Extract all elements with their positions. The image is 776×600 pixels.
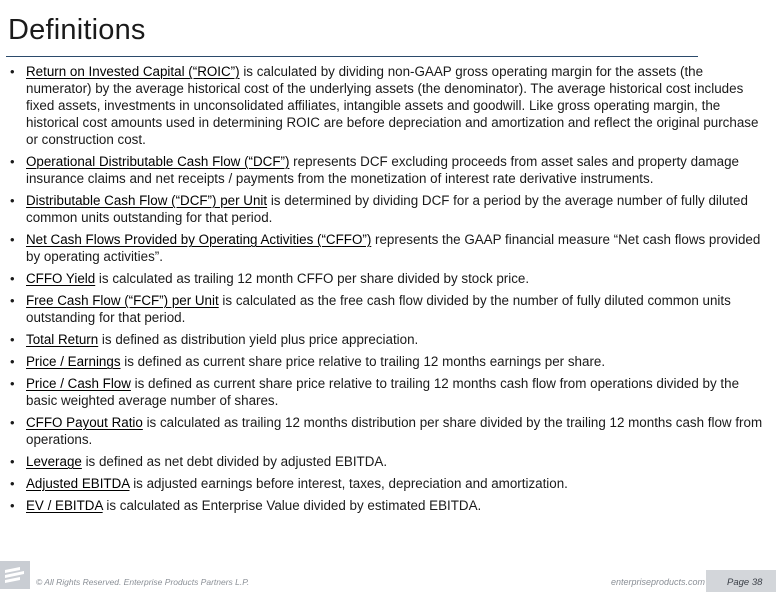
- definition-item: [8, 231, 764, 265]
- definition-term: Operational Distributable Cash Flow (“DCF”): [26, 154, 290, 169]
- bullet-icon: •: [10, 454, 15, 469]
- bullet-icon: •: [10, 332, 15, 347]
- definition-item: [8, 331, 764, 348]
- definition-item: [8, 475, 764, 492]
- definition-item: [8, 192, 764, 226]
- enterprise-logo-icon: [0, 561, 30, 589]
- definition-term: Leverage: [26, 454, 82, 469]
- bullet-icon: •: [10, 354, 15, 369]
- definition-item: [8, 153, 764, 187]
- definition-item: [8, 63, 764, 148]
- bullet-icon: •: [10, 376, 15, 391]
- page-number: Page 38: [727, 577, 763, 588]
- definition-item: [8, 453, 764, 470]
- definition-item: [8, 353, 764, 370]
- definition-term: CFFO Yield: [26, 271, 96, 286]
- page-title: Definitions: [8, 14, 146, 46]
- bullet-icon: •: [10, 154, 15, 169]
- bullet-icon: •: [10, 232, 15, 247]
- definition-text: is calculated as trailing 12 month CFFO per share divided by stock price.: [95, 271, 530, 286]
- definition-term: Price / Cash Flow: [26, 376, 131, 391]
- definition-text: is defined as current share price relative to trailing 12 months earnings per share.: [120, 354, 606, 369]
- definition-text: represents DCF excluding proceeds from asset sales and property damage insurance claims and net receipts / payments from the monetization of interest rate derivative instruments.: [26, 154, 739, 186]
- title-divider: [6, 56, 698, 57]
- definition-item: [8, 414, 764, 448]
- definition-term: CFFO Payout Ratio: [26, 415, 143, 430]
- bullet-icon: •: [10, 415, 15, 430]
- definition-text: is defined as distribution yield plus price appreciation.: [98, 332, 419, 347]
- definition-item: [8, 292, 764, 326]
- definition-text: represents the GAAP financial measure “Net cash flows provided by operating activities”.: [26, 232, 761, 264]
- definition-term: Adjusted EBITDA: [26, 476, 130, 491]
- definition-text: is determined by dividing DCF for a period by the average number of fully diluted common units outstanding for that period.: [26, 193, 748, 225]
- copyright-text: © All Rights Reserved. Enterprise Products Partners L.P.: [36, 577, 250, 587]
- bullet-icon: •: [10, 64, 15, 79]
- definition-text: is defined as current share price relative to trailing 12 months cash flow from operations divided by the basic weighted average number of shares.: [26, 376, 740, 408]
- definition-text: is calculated as trailing 12 months distribution per share divided by the trailing 12 months cash flow from operations.: [26, 415, 763, 447]
- definition-item: [8, 497, 764, 514]
- definition-text: is calculated by dividing non-GAAP gross operating margin for the assets (the numerator) by the average historical cost of the underlying assets (the denominator). The average historical cost includes fixed assets, investments in unconsolidated affiliates, intangible assets and goodwill. Like gross operating margin, the historical cost amounts used in determining ROIC are before depreciation and amortization and reflect the original purchase or construction cost.: [26, 64, 759, 147]
- definition-term: Net Cash Flows Provided by Operating Activities (“CFFO”): [26, 232, 372, 247]
- definition-text: is defined as net debt divided by adjusted EBITDA.: [81, 454, 388, 469]
- definition-text: is calculated as the free cash flow divided by the number of fully diluted common units outstanding for that period.: [26, 293, 731, 325]
- definition-term: Total Return: [26, 332, 99, 347]
- bullet-icon: •: [10, 498, 15, 513]
- definitions-list: [8, 63, 764, 519]
- definition-text: is calculated as Enterprise Value divided by estimated EBITDA.: [102, 498, 482, 513]
- bullet-icon: •: [10, 476, 15, 491]
- definition-item: [8, 375, 764, 409]
- definition-item: [8, 270, 764, 287]
- bullet-icon: •: [10, 293, 15, 308]
- definition-term: Free Cash Flow (“FCF”) per Unit: [26, 293, 219, 308]
- definition-term: Distributable Cash Flow (“DCF”) per Unit: [26, 193, 268, 208]
- definition-term: Return on Invested Capital (“ROIC”): [26, 64, 240, 79]
- website-link[interactable]: enterpriseproducts.com: [611, 577, 706, 587]
- bullet-icon: •: [10, 271, 15, 286]
- definition-term: EV / EBITDA: [26, 498, 103, 513]
- definition-text: is adjusted earnings before interest, taxes, depreciation and amortization.: [129, 476, 568, 491]
- bullet-icon: •: [10, 193, 15, 208]
- definition-term: Price / Earnings: [26, 354, 121, 369]
